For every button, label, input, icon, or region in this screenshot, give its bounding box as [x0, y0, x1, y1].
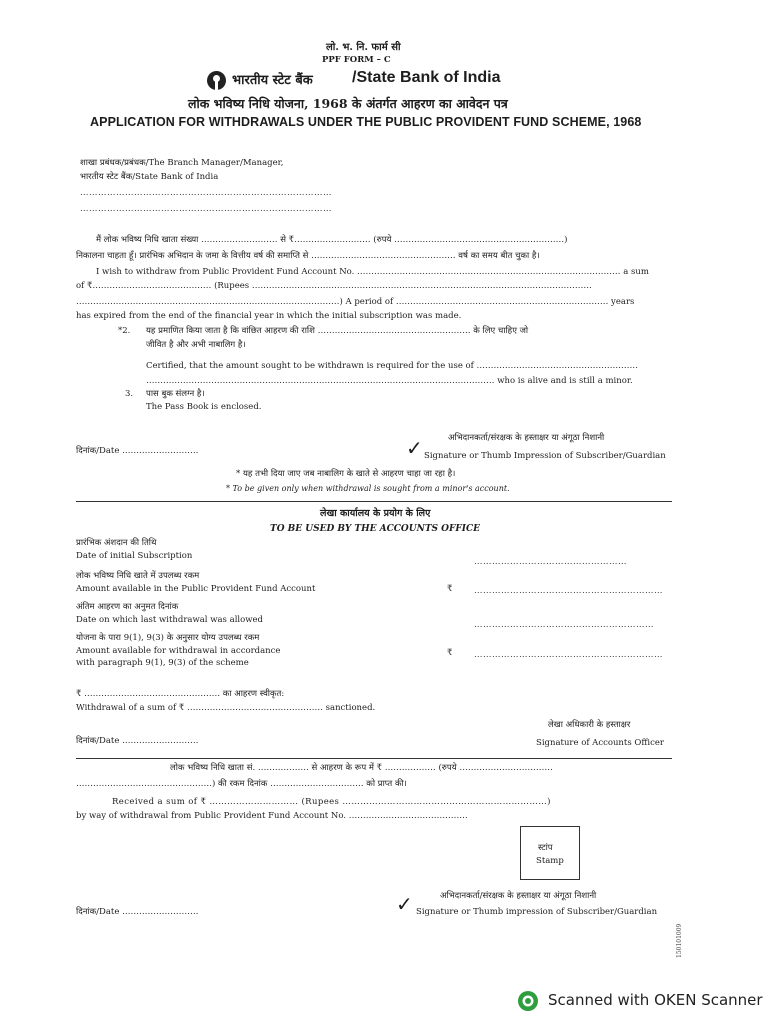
sbi-logo-icon — [207, 71, 226, 90]
rupee-symbol: ₹ — [447, 648, 453, 658]
stamp-box[interactable] — [520, 826, 580, 880]
para1-hindi-line-1[interactable]: मैं लोक भविष्य निधि खाता संख्या ……………………… से ₹……………………… (रुपये ……………………………………………………) — [96, 235, 568, 245]
date-field-3[interactable]: दिनांक/Date ……………………… — [76, 907, 199, 917]
para2-english-line-1[interactable]: Certified, that the amount sought to be withdrawn is required for the use of ………………………………………………… — [146, 361, 639, 371]
checkmark-icon: ✓ — [406, 436, 423, 460]
form-serial-code: 150101009 — [676, 923, 683, 958]
para1-hindi-line-2[interactable]: निकालना चाहता हूँ। प्रारंभिक अभिदान के जमा के वित्तीय वर्ष की समाप्ति से …………………………………………… वर्ष का समय बीत चुका है। — [76, 251, 540, 261]
sanction-hindi[interactable]: ₹ ………………………………………… का आहरण स्वीकृत: — [76, 689, 285, 699]
footnote-hindi: * यह तभी दिया जाए जब नाबालिग के खाते से आहरण चाहा जा रहा है। — [236, 469, 456, 479]
para3-english: The Pass Book is enclosed. — [146, 402, 262, 412]
addressee-blank-1[interactable]: ………………………………………………………………………… — [80, 188, 332, 198]
last-withdrawal-field[interactable]: …………………………………………………… — [474, 620, 654, 630]
stamp-label-hindi: स्टांप — [538, 843, 553, 853]
date-field-1[interactable]: दिनांक/Date ……………………… — [76, 446, 199, 456]
oken-scanner-logo-icon — [517, 990, 539, 1012]
available-amount-label: Amount available in the Public Provident Fund Account — [76, 584, 316, 594]
office-section-title-hindi: लेखा कार्यालय के प्रयोग के लिए — [320, 508, 431, 519]
scheme-title-hindi: लोक भविष्य निधि योजना, 1968 के अंतर्गत आहरण का आवेदन पत्र — [188, 96, 508, 111]
footnote-english: * To be given only when withdrawal is sought from a minor's account. — [226, 484, 510, 493]
section-divider — [76, 758, 672, 759]
date-field-2[interactable]: दिनांक/Date ……………………… — [76, 736, 199, 746]
subscriber-signature-label[interactable]: Signature or Thumb impression of Subscriber/Guardian — [416, 907, 658, 917]
subscriber-signature-label[interactable]: Signature or Thumb Impression of Subscriber/Guardian — [424, 451, 666, 461]
initial-subscription-field[interactable]: …………………………………………… — [474, 557, 627, 567]
para1-english-line-1[interactable]: I wish to withdraw from Public Provident Fund Account No. ………………………………………………………………………………… a sum — [96, 267, 649, 277]
eligible-amount-label-line-2: with paragraph 9(1), 9(3) of the scheme — [76, 658, 249, 668]
receipt-hindi-line-2[interactable]: …………………………………………) की रकम दिनांक …………………………… को प्राप्त की। — [76, 779, 407, 789]
section-divider — [76, 501, 672, 502]
eligible-amount-label: Amount available for withdrawal in accordance — [76, 646, 281, 656]
initial-subscription-label: Date of initial Subscription — [76, 551, 193, 561]
para1-english-line-3[interactable]: …………………………………………………………………………………) A period of ………………………………………………………………… years — [76, 297, 635, 307]
bank-name-english: /State Bank of India — [352, 69, 501, 86]
addressee-line-1: शाखा प्रबंधक/प्रबंधक/The Branch Manager/Manager, — [80, 158, 284, 168]
para1-english-line-4: has expired from the end of the financial year in which the initial subscription was made. — [76, 311, 462, 321]
checkmark-icon: ✓ — [396, 892, 413, 916]
para2-number: *2. — [118, 326, 131, 336]
application-title: APPLICATION FOR WITHDRAWALS UNDER THE PUBLIC PROVIDENT FUND SCHEME, 1968 — [90, 115, 642, 129]
para1-english-line-2[interactable]: of ₹…………………………………… (Rupees ………………………………………………………………………………………………………… — [76, 281, 592, 291]
para2-hindi-line-1[interactable]: यह प्रमाणित किया जाता है कि वांछित आहरण की राशि ……………………………………………… के लिए चाहिए जो — [146, 326, 529, 336]
available-amount-field[interactable]: ……………………………………………………… — [474, 586, 663, 596]
last-withdrawal-label-hindi: अंतिम आहरण का अनुमत दिनांक — [76, 602, 179, 612]
eligible-amount-label-hindi: योजना के पारा 9(1), 9(3) के अनुसार योग्य उपलब्ध रकम — [76, 633, 260, 643]
accounts-officer-signature-label-hindi: लेखा अधिकारी के हस्ताक्षर — [548, 720, 631, 730]
receipt-hindi-line-1[interactable]: लोक भविष्य निधि खाता सं. ……………… से आहरण के रूप में ₹ ……………… (रुपये …………………………… — [170, 763, 553, 773]
para2-english-line-2[interactable]: …………………………………………………………………………………………………………… who is alive and is still a minor. — [146, 376, 633, 386]
receipt-english-line-2[interactable]: by way of withdrawal from Public Provident Fund Account No. …………………………………… — [76, 811, 468, 821]
eligible-amount-field[interactable]: ……………………………………………………… — [474, 650, 663, 660]
subscriber-signature-label-hindi: अभिदानकर्ता/संरक्षक के हस्ताक्षर या अंगूठा निशानी — [440, 891, 597, 901]
form-code-english: PPF FORM – C — [322, 55, 391, 65]
subscriber-signature-label-hindi: अभिदानकर्ता/संरक्षक के हस्ताक्षर या अंगूठा निशानी — [448, 433, 605, 443]
para2-hindi-line-2: जीवित है और अभी नाबालिग है। — [146, 340, 246, 350]
addressee-line-2: भारतीय स्टेट बैंक/State Bank of India — [80, 172, 219, 182]
para3-number: 3. — [125, 389, 134, 399]
form-code-hindi: लो. भ. नि. फार्म सी — [326, 42, 401, 53]
initial-subscription-label-hindi: प्रारंभिक अंशदान की तिथि — [76, 538, 157, 548]
last-withdrawal-label: Date on which last withdrawal was allowed — [76, 615, 263, 625]
addressee-blank-2[interactable]: ………………………………………………………………………… — [80, 204, 332, 214]
sanction-english[interactable]: Withdrawal of a sum of ₹ ………………………………………… sanctioned. — [76, 703, 376, 713]
rupee-symbol: ₹ — [447, 584, 453, 594]
available-amount-label-hindi: लोक भविष्य निधि खाते में उपलब्ध रकम — [76, 571, 200, 581]
bank-name-hindi: भारतीय स्टेट बैंक — [232, 73, 313, 88]
office-section-title: TO BE USED BY THE ACCOUNTS OFFICE — [270, 524, 481, 534]
stamp-label: Stamp — [536, 856, 564, 866]
receipt-english-line-1[interactable]: Received a sum of ₹ ………………………… (Rupees ……………………………………………………………) — [112, 797, 551, 807]
scanner-watermark: Scanned with OKEN Scanner — [548, 991, 763, 1009]
para3-hindi: पास बुक संलग्न है। — [146, 389, 205, 399]
accounts-officer-signature-label[interactable]: Signature of Accounts Officer — [536, 738, 664, 748]
